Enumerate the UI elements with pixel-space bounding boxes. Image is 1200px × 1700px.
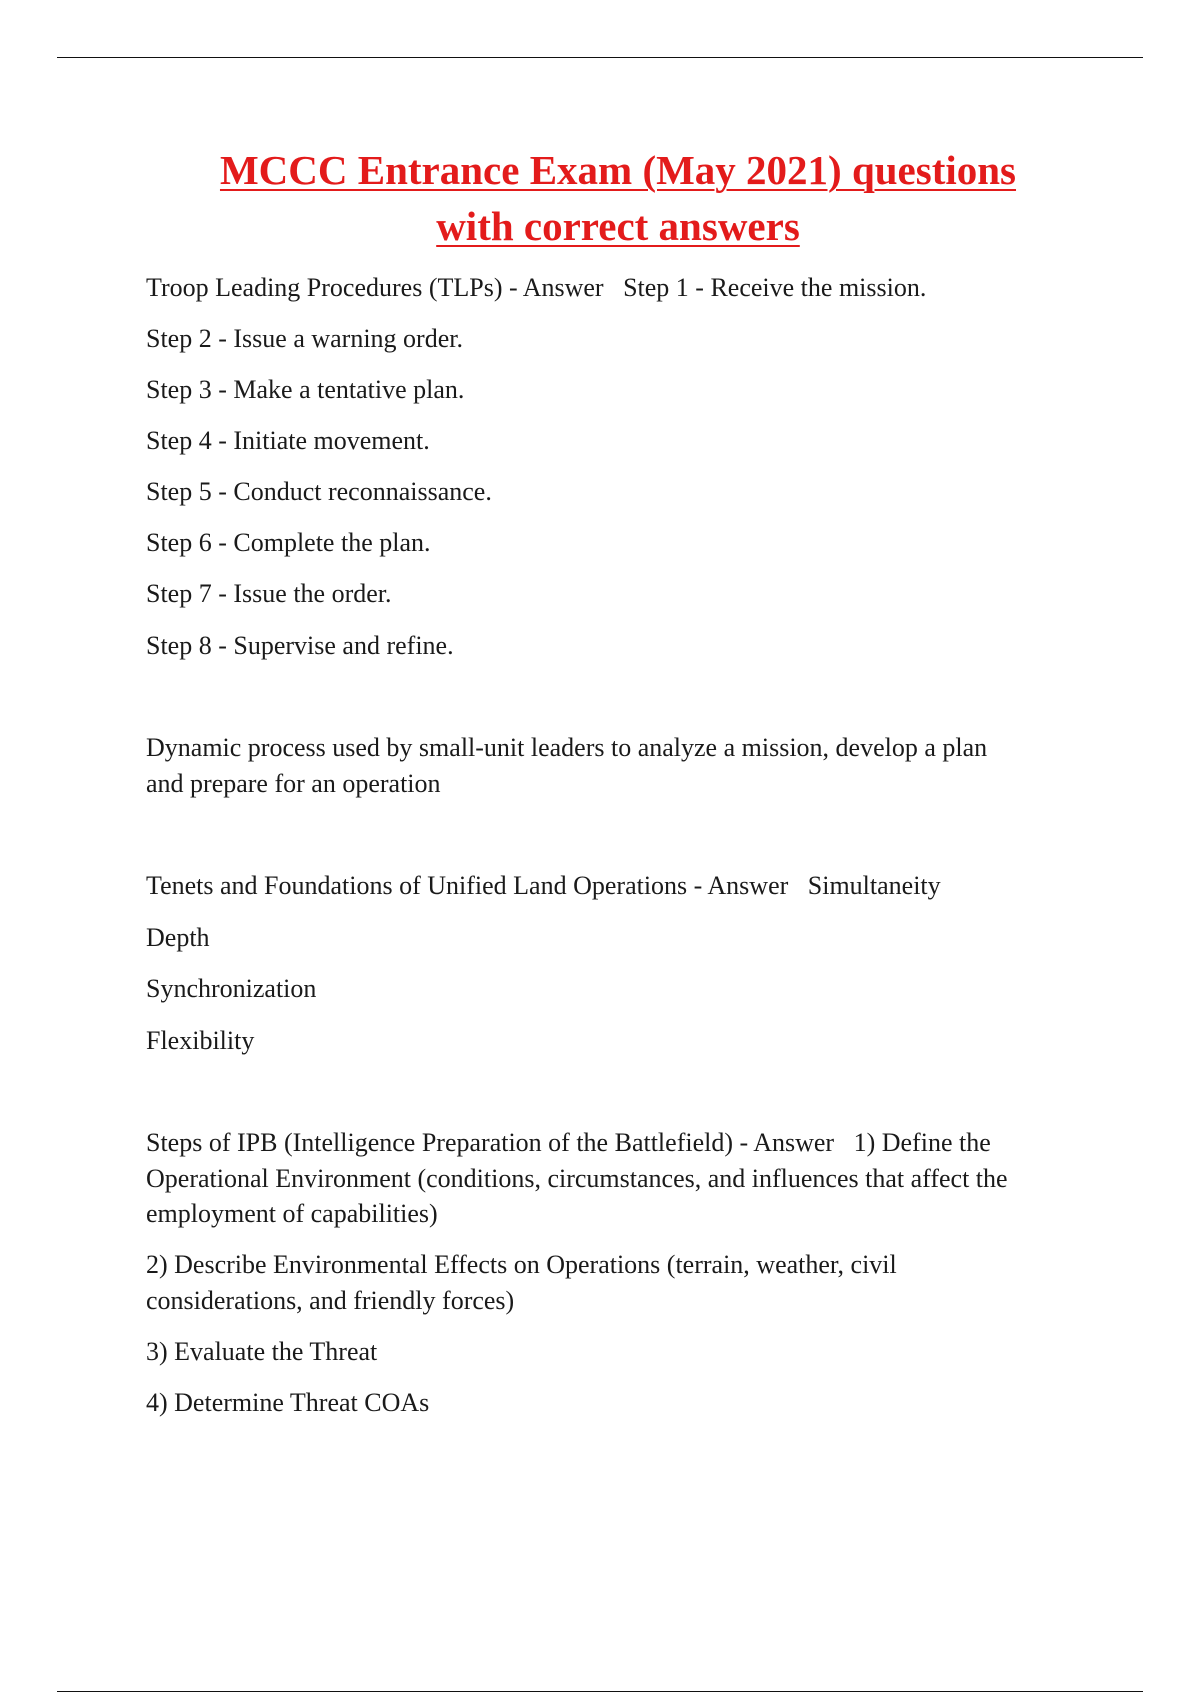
tlp-step-4: Step 4 - Initiate movement.	[146, 426, 430, 455]
tlp-step-3: Step 3 - Make a tentative plan.	[146, 375, 465, 404]
tenet-synchronization: Synchronization	[146, 974, 317, 1003]
top-rule	[57, 57, 1143, 58]
tlp-definition-line-1: Dynamic process used by small-unit leaders to analyze a mission, develop a plan	[146, 733, 988, 762]
tlp-step-2: Step 2 - Issue a warning order.	[146, 324, 463, 353]
tlp-step-8: Step 8 - Supervise and refine.	[146, 631, 454, 660]
ipb-step-3: 3) Evaluate the Threat	[146, 1337, 378, 1366]
bottom-rule	[57, 1691, 1143, 1692]
ipb-step-2-line-2: considerations, and friendly forces)	[146, 1286, 515, 1315]
tenet-depth: Depth	[146, 923, 210, 952]
ipb-step-2-line-1: 2) Describe Environmental Effects on Operations (terrain, weather, civil	[146, 1250, 897, 1279]
page-title-line-2: with correct answers	[436, 203, 800, 249]
tlp-step-6: Step 6 - Complete the plan.	[146, 528, 431, 557]
tenets-question-line: Tenets and Foundations of Unified Land Operations - Answer Simultaneity	[146, 871, 941, 900]
tenet-flexibility: Flexibility	[146, 1026, 255, 1055]
tlp-question-line: Troop Leading Procedures (TLPs) - Answer Step 1 - Receive the mission.	[146, 273, 927, 302]
tlp-step-5: Step 5 - Conduct reconnaissance.	[146, 477, 492, 506]
tlp-step-7: Step 7 - Issue the order.	[146, 579, 392, 608]
ipb-step-4: 4) Determine Threat COAs	[146, 1388, 430, 1417]
page-title-line-1: MCCC Entrance Exam (May 2021) questions	[219, 147, 1017, 193]
ipb-question-line-1: Steps of IPB (Intelligence Preparation of the Battlefield) - Answer 1) Define the	[146, 1128, 991, 1157]
page-title	[80, 142, 1156, 254]
tlp-definition-line-2: and prepare for an operation	[146, 769, 441, 798]
ipb-question-line-2: Operational Environment (conditions, circumstances, and influences that affect the	[146, 1164, 1008, 1193]
ipb-question-line-3: employment of capabilities)	[146, 1199, 438, 1228]
